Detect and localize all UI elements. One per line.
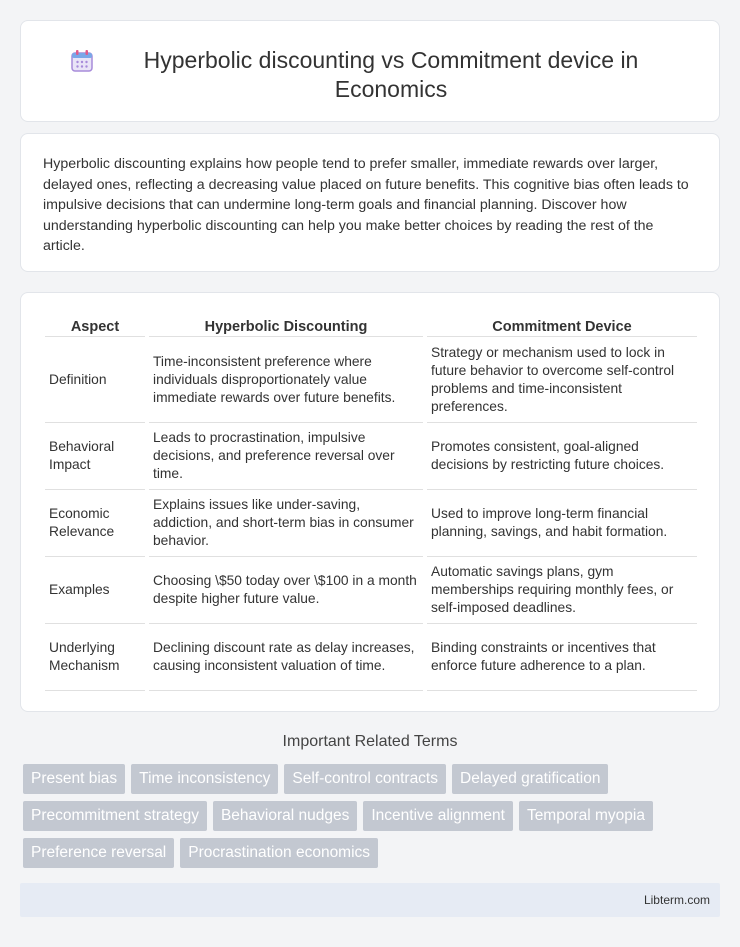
cell-aspect: Examples xyxy=(45,557,145,624)
related-term-tag[interactable]: Time inconsistency xyxy=(131,764,278,794)
related-terms-title: Important Related Terms xyxy=(282,733,458,750)
table-row xyxy=(45,423,697,490)
related-term-tag[interactable]: Incentive alignment xyxy=(363,801,513,831)
table-row xyxy=(45,337,697,423)
comparison-table-card xyxy=(20,292,720,712)
table-row xyxy=(45,490,697,557)
cell-commitment: Automatic savings plans, gym memberships requiring monthly fees, or self-imposed deadlines. xyxy=(427,557,697,624)
cell-hyperbolic: Time-inconsistent preference where individuals disproportionately value immediate rewards over future benefits. xyxy=(149,337,423,423)
footer xyxy=(20,883,720,917)
comparison-table xyxy=(41,313,701,691)
cell-commitment: Used to improve long-term financial planning, savings, and habit formation. xyxy=(427,490,697,557)
related-terms-list xyxy=(23,764,723,868)
header-card xyxy=(20,20,720,122)
cell-hyperbolic: Choosing \$50 today over \$100 in a month despite higher future value. xyxy=(149,557,423,624)
cell-commitment: Binding constraints or incentives that enforce future adherence to a plan. xyxy=(427,624,697,691)
cell-aspect: Economic Relevance xyxy=(45,490,145,557)
intro-text: Hyperbolic discounting explains how people tend to prefer smaller, immediate rewards over larger, delayed ones, reflecting a decreasing value placed on future benefits. This cognitive bias often leads to impulsive decisions that can undermine long-term goals and financial planning. Discover how understanding hyperbolic discounting can help you make better choices by reading the rest of the article. xyxy=(43,156,689,254)
related-term-tag[interactable]: Preference reversal xyxy=(23,838,174,868)
intro-card xyxy=(20,133,720,272)
cell-aspect: Behavioral Impact xyxy=(45,423,145,490)
related-term-tag[interactable]: Self-control contracts xyxy=(284,764,446,794)
cell-commitment: Promotes consistent, goal-aligned decisions by restricting future choices. xyxy=(427,423,697,490)
related-term-tag[interactable]: Present bias xyxy=(23,764,125,794)
related-term-tag[interactable]: Precommitment strategy xyxy=(23,801,207,831)
cell-hyperbolic: Declining discount rate as delay increases, causing inconsistent valuation of time. xyxy=(149,624,423,691)
header-aspect: Aspect xyxy=(45,313,145,337)
table-header-row xyxy=(45,313,697,337)
cell-commitment: Strategy or mechanism used to lock in future behavior to overcome self-control problems and time-inconsistent preferences. xyxy=(427,337,697,423)
related-term-tag[interactable]: Delayed gratification xyxy=(452,764,608,794)
related-term-tag[interactable]: Behavioral nudges xyxy=(213,801,357,831)
related-term-tag[interactable]: Procrastination economics xyxy=(180,838,378,868)
cell-aspect: Definition xyxy=(45,337,145,423)
calendar-icon xyxy=(69,48,95,74)
cell-aspect: Underlying Mechanism xyxy=(45,624,145,691)
header-hyperbolic: Hyperbolic Discounting xyxy=(149,313,423,337)
footer-site-link[interactable]: Libterm.com xyxy=(643,893,710,907)
header-commitment: Commitment Device xyxy=(427,313,697,337)
table-row xyxy=(45,624,697,691)
page-title: Hyperbolic discounting vs Commitment device in Economics xyxy=(143,47,639,102)
cell-hyperbolic: Leads to procrastination, impulsive decisions, and preference reversal over time. xyxy=(149,423,423,490)
cell-hyperbolic: Explains issues like under-saving, addiction, and short-term bias in consumer behavior. xyxy=(149,490,423,557)
related-term-tag[interactable]: Temporal myopia xyxy=(519,801,653,831)
table-row xyxy=(45,557,697,624)
